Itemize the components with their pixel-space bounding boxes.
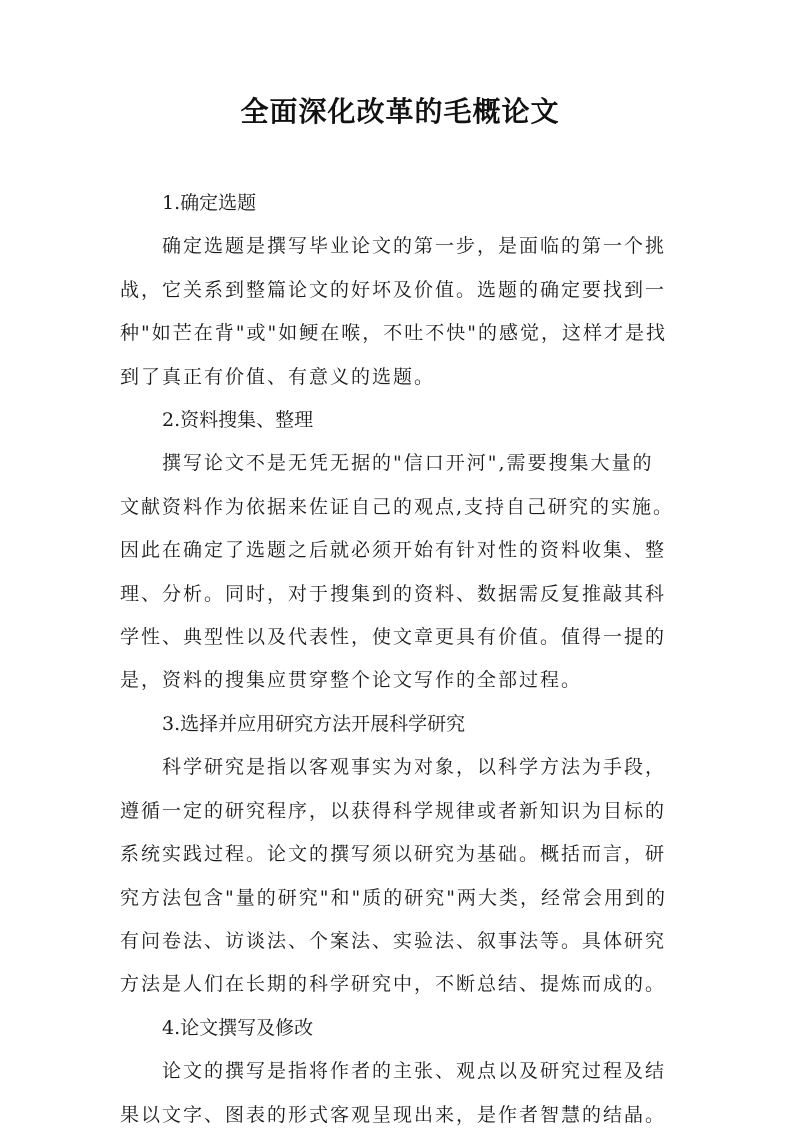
paragraph-line: 理、分析。同时，对于搜集到的资料、数据需反复推敲其科 (120, 582, 667, 605)
paragraph-line: 确定选题是撰写毕业论文的第一步，是面临的第一个挑 (162, 235, 667, 258)
paragraph-line: 学性、典型性以及代表性，使文章更具有价值。值得一提的 (120, 626, 667, 649)
paragraph-line: 科学研究是指以客观事实为对象，以科学方法为手段， (162, 756, 667, 779)
paragraph-line: 论文的撰写是指将作者的主张、观点以及研究过程及结 (162, 1060, 667, 1083)
paragraph-line: 战，它关系到整篇论文的好坏及价值。选题的确定要找到一 (120, 278, 667, 301)
paragraph-line: 撰写论文不是无凭无据的"信口开河",需要搜集大量的 (162, 452, 654, 475)
paragraph-line: 种"如芒在背"或"如鲠在喉，不吐不快"的感觉，这样才是找 (120, 322, 667, 345)
section-heading-1: 1.确定选题 (162, 192, 257, 214)
paragraph-line: 是，资料的搜集应贯穿整个论文写作的全部过程。 (120, 669, 583, 692)
paragraph-line: 果以文字、图表的形式客观呈现出来，是作者智慧的结晶。 (120, 1103, 667, 1126)
paragraph-line: 系统实践过程。论文的撰写须以研究为基础。概括而言，研 (120, 843, 667, 866)
section-paragraph-2 (120, 442, 683, 702)
document-body (120, 182, 683, 1137)
paragraph-line: 文献资料作为依据来佐证自己的观点,支持自己研究的实施。 (120, 495, 675, 518)
paragraph-line: 因此在确定了选题之后就必须开始有针对性的资料收集、整 (120, 539, 667, 562)
paragraph-line: 遵循一定的研究程序，以获得科学规律或者新知识为目标的 (120, 799, 667, 822)
paragraph-line: 究方法包含"量的研究"和"质的研究"两大类，经常会用到的 (120, 886, 667, 909)
section-paragraph-4 (120, 1050, 683, 1137)
paragraph-line: 方法是人们在长期的科学研究中，不断总结、提炼而成的。 (120, 973, 667, 996)
document-title: 全面深化改革的毛概论文 (240, 95, 560, 128)
paragraph-line: 有问卷法、访谈法、个案法、实验法、叙事法等。具体研究 (120, 929, 667, 952)
section-heading-2: 2.资料搜集、整理 (162, 409, 314, 432)
section-heading-3: 3.选择并应用研究方法开展科学研究 (162, 712, 466, 735)
section-paragraph-3 (120, 746, 683, 1006)
paragraph-line: 到了真正有价值、有意义的选题。 (120, 365, 436, 388)
section-paragraph-1 (120, 225, 683, 399)
section-heading-4: 4.论文撰写及修改 (162, 1016, 314, 1039)
